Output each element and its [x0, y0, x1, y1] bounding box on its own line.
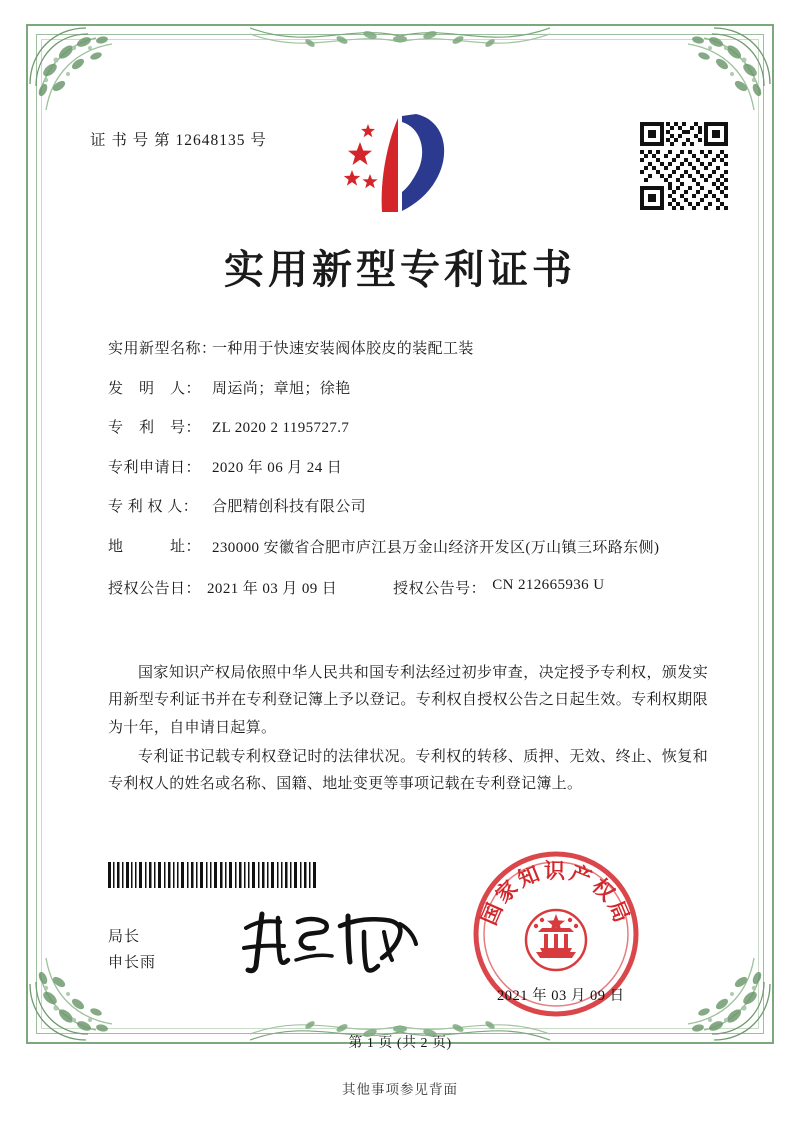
legal-paragraph-1: 国家知识产权局依照中华人民共和国专利法经过初步审查，决定授予专利权，颁发实用新型专利证书并在专利登记簿上予以登记。专利权自授权公告之日起生效。专利权期限为十年，自申请日起算。 — [108, 665, 708, 736]
field-value: 2020 年 06 月 24 日 — [212, 459, 343, 476]
field-label: 专 利 号： — [108, 420, 202, 436]
field-value: 周运尚；章旭；徐艳 — [212, 380, 351, 397]
field-label: 实用新型名称： — [108, 341, 217, 357]
field-row-inventor — [108, 378, 708, 401]
grant-number-label: 授权公告号： — [393, 581, 487, 598]
field-label: 专利申请日： — [108, 459, 202, 476]
seal-date: 2021 年 03 月 09 日 — [497, 988, 625, 1004]
page-title: 实用新型专利证书 — [224, 246, 576, 293]
barcode — [108, 862, 320, 888]
field-row-grant-notice — [108, 577, 708, 598]
signature-block — [108, 924, 156, 977]
signature-role: 局长 — [108, 929, 141, 945]
field-row-patent-number — [108, 417, 708, 440]
field-row-application-date — [108, 457, 708, 480]
field-value: 230000 安徽省合肥市庐江县万金山经济开发区(万山镇三环路东侧) — [212, 539, 660, 556]
field-value: ZL 2020 2 1195727.7 — [212, 420, 350, 436]
field-list — [108, 338, 708, 615]
field-value: 一种用于快速安装阀体胶皮的装配工装 — [212, 341, 474, 357]
handwritten-signature-icon — [236, 906, 426, 976]
footer-note: 其他事项参见背面 — [342, 1082, 458, 1097]
grant-date-value: 2021 年 03 月 09 日 — [207, 581, 338, 598]
grant-date-label: 授权公告日： — [108, 581, 202, 598]
field-row-address — [108, 536, 708, 561]
field-row-patentee — [108, 496, 708, 519]
grant-number-value: CN 212665936 U — [492, 577, 605, 594]
signature-name: 申长雨 — [108, 955, 157, 972]
field-row-utility-model-name — [108, 338, 708, 361]
field-label: 地 址： — [108, 538, 202, 555]
cnipa-logo-icon — [340, 112, 460, 217]
qr-code — [638, 120, 730, 212]
field-value: 合肥精创科技有限公司 — [212, 499, 367, 515]
svg-text:国家知识产权局: 国家知识产权局 — [475, 858, 637, 929]
field-label: 发 明 人： — [108, 380, 202, 397]
field-label: 专 利 权 人： — [108, 499, 199, 515]
page-number: 第 1 页 (共 2 页) — [348, 1036, 452, 1051]
legal-text — [108, 660, 708, 800]
legal-paragraph-2: 专利证书记载专利权登记时的法律状况。专利权的转移、质押、无效、终止、恢复和专利权人的姓名或名称、国籍、地址变更等事项记载在专利登记簿上。 — [108, 748, 708, 793]
vine-ornament-icon — [250, 20, 550, 60]
certificate-number: 证 书 号 第 12648135 号 — [90, 132, 267, 149]
